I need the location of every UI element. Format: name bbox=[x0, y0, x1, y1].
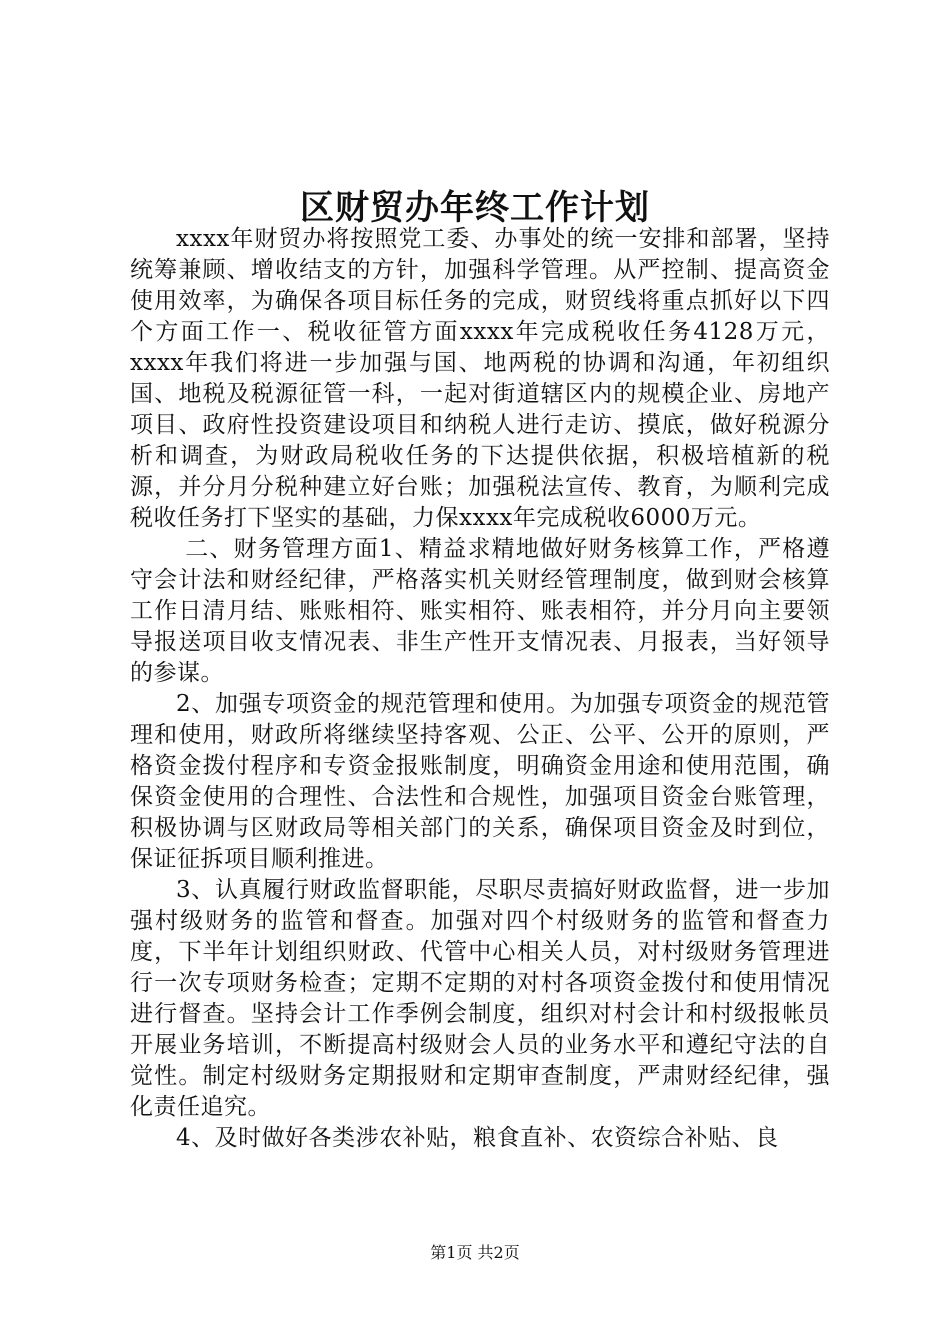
paragraph-supervision: 3、认真履行财政监督职能，尽职尽责搞好财政监督，进一步加强村级财务的监管和督查。加强对四个村级财务的监管和督查力度，下半年计划组织财政、代管中心相关人员，对村级财务管理进行一次专项财务检查；定期不定期的对村各项资金拨付和使用情况进行督查。坚持会计工作季例会制度，组织对村会计和村级报帐员开展业务培训，不断提高村级财会人员的业务水平和遵纪守法的自觉性。制定村级财务定期报财和定期审查制度，严肃财经纪律，强化责任追究。 bbox=[130, 877, 830, 1120]
paragraph-finance: 二、财务管理方面1、精益求精地做好财务核算工作，严格遵守会计法和财经纪律，严格落实机关财经管理制度，做到财会核算工作日清月结、账账相符、账实相符、账表相符，并分月向主要领导报送项目收支情况表、非生产性开支情况表、月报表，当好领导的参谋。 bbox=[130, 536, 830, 686]
document-body bbox=[130, 224, 830, 1154]
paragraph-tax: xxxx年财贸办将按照党工委、办事处的统一安排和部署，坚持统筹兼顾、增收结支的方针，加强科学管理。从严控制、提高资金使用效率，为确保各项目标任务的完成，财贸线将重点抓好以下四个方面工作一、税收征管方面xxxx年完成税收任务4128万元，xxxx年我们将进一步加强与国、地两税的协调和沟通，年初组织国、地税及税源征管一科，一起对街道辖区内的规模企业、房地产项目、政府性投资建设项目和纳税人进行走访、摸底，做好税源分析和调查，为财政局税收任务的下达提供依据，积极培植新的税源，并分月分税种建立好台账；加强税法宣传、教育，为顺利完成税收任务打下坚实的基础，力保xxxx年完成税收6000万元。 bbox=[130, 226, 830, 531]
paragraph-special-funds: 2、加强专项资金的规范管理和使用。为加强专项资金的规范管理和使用，财政所将继续坚持客观、公正、公平、公开的原则，严格资金拨付程序和专资金报账制度，明确资金用途和使用范围，确保资金使用的合理性、合法性和合规性，加强项目资金台账管理，积极协调与区财政局等相关部门的关系，确保项目资金及时到位，保证征拆项目顺利推进。 bbox=[130, 691, 830, 872]
document-title: 区财贸办年终工作计划 bbox=[300, 188, 650, 228]
paragraph-subsidies: 4、及时做好各类涉农补贴，粮食直补、农资综合补贴、良 bbox=[176, 1125, 779, 1151]
page-number: 第1页 共2页 bbox=[430, 1243, 520, 1262]
